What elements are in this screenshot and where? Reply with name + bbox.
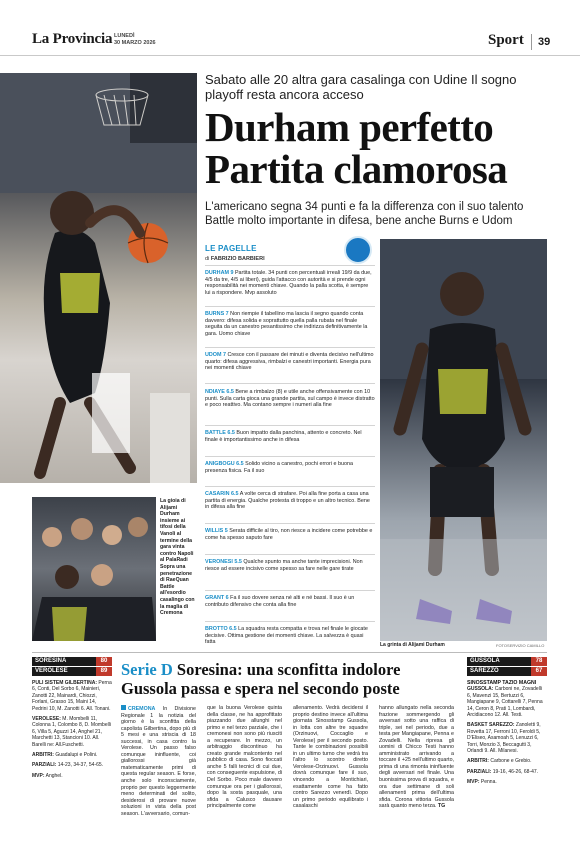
pagella-entry	[205, 626, 375, 646]
referees	[32, 752, 112, 758]
partials-text: 14-23, 34-37, 54-65.	[57, 762, 104, 769]
player-name: CASARIN 6.5	[205, 491, 239, 497]
serie-d-title: Soresina: una sconfitta indolore Gussola passa e spera nel secondo poste	[121, 660, 401, 698]
pagella-entry	[205, 352, 375, 372]
dateline-city: CREMONA	[128, 706, 156, 712]
player-name: BATTLE 6.5	[205, 430, 235, 436]
team-badge-icon	[344, 236, 372, 264]
main-action-photo	[0, 73, 197, 483]
team-name: SORESINA	[35, 658, 67, 664]
divider	[205, 456, 375, 457]
player-name: BURNS 7	[205, 311, 229, 317]
score-row	[467, 657, 547, 666]
lineup-label: BASKET SAREZZO:	[467, 722, 515, 729]
divider	[205, 347, 375, 348]
partials-label: PARZIALI:	[467, 768, 492, 775]
player-comment: Non riempie il tabellino ma lascia il segno quando conta davvero: difesa solida e soprattutto quella palla rubata nel finale seguita da un canestro pesantissimo che indirizza definitivamente la gara. Uomo chiave	[205, 311, 368, 337]
player-comment: Serata difficile al tiro, non riesce a incidere come potrebbe e come ha spesso saputo fare	[205, 528, 373, 541]
lineup-label: VEROLESE:	[32, 716, 61, 723]
player-name: BROTTO 6.5	[205, 626, 237, 632]
pagella-entry	[205, 311, 375, 337]
column-text: In Divisione Regionale 1 la notizia del giorno è la sconfitta della capolista Gilbertina, dopo più di 5 mesi e una striscia di 18 successi, in casa contro la Verolese. Un passo falso comunque ininfluente, coi giallorossi già matematicamente primi di questa regular season. E forse, anche solo inconsciamente, proprio per questo leggermente meno determinati del solito, desiderosi di provare nuove soluzioni in vista della post season. L'avversario, comun-	[121, 706, 196, 817]
pagella-entry	[205, 430, 375, 443]
player-comment: Qualche spunto ma anche tante imprecisioni. Non riesce ad essere incisivo come spesso sa fare nelle gare tirate	[205, 559, 363, 572]
player-name: VERONESI 5.5	[205, 559, 242, 565]
player-comment: Buon impatto dalla panchina, attento e concreto. Nel finale è importantissimo anche in difesa	[205, 430, 362, 443]
lineup-away	[32, 716, 112, 748]
lineup-away	[467, 722, 547, 754]
article-subhead: L'americano segna 34 punti e fa la differenza con il suo talento Battle molto importante in difesa, bene anche Burns e Udom	[205, 201, 524, 227]
pagella-entry	[205, 491, 375, 511]
partials-label: PARZIALI:	[32, 762, 57, 769]
article-column-3: allenamento. Vedrà decidersi il proprio destino invece all'ultima giornata Sinosstamp Gussola, in lotta con altre tre squadre (Orzinuovi, Coccaglio e Verolese) per il secondo posto. Tante le combinazioni possibili in un ultimo turno che vedrà tra l'altro lo scontro diretto Verolese-Orzinuovi. Gussola dovrà comunque fare il suo, vincendo a Montichiari, esattamente come ha fatto contro Sarezzo venerdì. Dopo un primo periodo equilibrato i casalaschi	[293, 705, 368, 810]
lineup-text: Carboni ne, Zovadelli 6, Mavenzi 15, Bertuzzi 6, Mangiapane 9, Cottarelli 7, Penna 14, Ceron 8, Prati 1, Lombardi, Arcidiacono 12. All. Testi.	[467, 686, 543, 719]
team-name: SAREZZO	[470, 668, 499, 674]
mvp	[467, 779, 547, 785]
section-title: Sport	[488, 32, 524, 48]
referees-text: Carbone e Grebio.	[490, 758, 532, 765]
partials	[32, 762, 112, 768]
author-prefix: di	[205, 256, 210, 262]
divider	[205, 486, 375, 487]
team-score: 80	[96, 657, 112, 666]
lineup-text: Perna 6, Conti, Del Sorbo 6, Mainieri, Zanotti 22, Mainardi, Chiozzi, Forlani, Grasso 15, Maini 14, Pedrini 10, M. Zanotti 6. All. Tonani.	[32, 680, 112, 712]
divider	[205, 306, 375, 307]
boxscore-header: SINOSSTAMP TAZIO MAGNI	[467, 680, 537, 686]
serie-d-tag: Serie D	[121, 660, 173, 679]
player-name: GRANT 6	[205, 595, 229, 601]
divider	[205, 265, 375, 266]
divider	[205, 621, 375, 622]
pagella-entry	[205, 389, 375, 409]
headline-line-2: Partita clamorosa	[205, 146, 508, 192]
pagelle-title: LE PAGELLE	[205, 244, 257, 253]
divider	[205, 523, 375, 524]
lineup-text: M. Mombelli 11, Colonna 1, Colombo 8, D. Mombelli 6, Villa 5, Aguzzi 14, Anghel 21, Marchetti 13, Stancioni 10. All. Barelli ne: All.Fuschetti.	[32, 716, 111, 748]
basketball-action-illustration	[0, 73, 197, 483]
mvp-text: Anghel.	[45, 772, 63, 779]
mvp-label: MVP:	[467, 779, 480, 786]
lineup-label: PULI SISTEM GILBERTINA:	[32, 680, 97, 686]
lineup-home	[32, 680, 112, 712]
headline-line-1: Durham perfetto	[205, 104, 494, 150]
fans-illustration	[32, 497, 156, 641]
divider	[205, 383, 375, 384]
newspaper-logo[interactable]: La Provincia	[32, 31, 113, 47]
photo-caption-right: La grinta di Alijami Durham	[380, 642, 445, 648]
serie-d-headline	[121, 660, 451, 698]
fans-celebration-photo	[32, 497, 156, 641]
issue-date-full: 30 MARZO 2026	[114, 39, 156, 46]
article-kicker: Sabato alle 20 altra gara casalinga con Udine Il sogno playoff resta ancora acceso	[205, 72, 517, 102]
photo-credit: FOTOSERVIZIO CAMILLO	[496, 643, 545, 648]
player-comment: La squadra resta compatta e trova nel finale le giocate decisive. Ottima gestione dei momenti chiave. La salvezza è quasi fatta	[205, 626, 368, 646]
player-celebration-photo	[380, 239, 547, 641]
photo-caption-left: La gioia di Alijami Durham insieme ai tifosi della Vanoli al termine della gara vinta contro Napoli al PalaRadi Sopra una penetrazione di RaeQuan Battle all'esordio casalingo con la maglia di Cremona	[160, 498, 195, 617]
lineup-home	[467, 686, 547, 718]
team-score: 89	[96, 667, 112, 676]
player-comment: Bene a rimbalzo (8) e utile anche offensivamente con 10 punti. Sulla carta gioca una grande partita, sul campo è invece distratto e poco reattivo. Ma contano sempre i numeri alla fine	[205, 389, 375, 409]
article-column-1	[121, 705, 196, 817]
partials-text: 19-16, 46-26, 68-47.	[492, 768, 539, 775]
player-comment: Cresce con il passare dei minuti e diventa decisivo nell'ultimo quarto: difesa aggressiva, rimbalzi e canestri importanti. Energia pura nei momenti chiave	[205, 352, 374, 372]
partials	[467, 769, 547, 775]
player-comment: Solido vicino a canestro, pochi errori e buona presenza fisica. Fa il suo	[205, 461, 354, 474]
player-name: DURHAM 9	[205, 270, 234, 276]
referees-label: ARBITRI:	[467, 758, 489, 765]
pagella-entry	[205, 595, 375, 608]
player-comment: A volte cerca di strafare. Poi alla fine porta a casa una partita di energia. Qualche protesta di troppo e un altro tecnico. Bene in difesa alla fine	[205, 491, 370, 511]
author-signature: TG	[437, 803, 446, 810]
author-name: FABRIZIO BARBIERI	[210, 256, 265, 262]
player-name: WILLIS 5	[205, 528, 228, 534]
issue-date-day: LUNEDÌ	[114, 33, 135, 39]
boxscore-right	[467, 680, 547, 786]
article-headline	[205, 106, 555, 190]
mvp	[32, 773, 112, 779]
section-divider	[32, 652, 547, 653]
player-name: UDOM 7	[205, 352, 226, 358]
pagella-entry	[205, 528, 375, 541]
referees-label: ARBITRI:	[32, 752, 54, 759]
page-number: 39	[531, 34, 550, 50]
player-illustration	[380, 239, 547, 641]
pagella-entry	[205, 559, 375, 572]
player-name: NDIAYE 6.5	[205, 389, 234, 395]
referees	[467, 758, 547, 764]
mvp-text: Penna.	[480, 779, 497, 786]
divider	[205, 554, 375, 555]
player-comment: Fa il suo dovere senza né alti e né bassi. Il suo è un contributo difensivo che conta alla fine	[205, 595, 355, 608]
player-comment: Partita totale. 34 punti con percentuali irreali 19/9 da due, 4/5 da tre, 4/5 ai liberi), guida l'attacco con autorità e si prende ogni responsabilità nei momenti chiave. Quando la palla scotta, è sempre lui a rispondere. Mvp assoluto	[205, 270, 372, 296]
score-row	[32, 667, 112, 676]
article-column-2: que la buona Verolese quinta della classe, ne ha approfittato piazzando due allunghi nel primo e nel terzo parziale, che i cremonesi non sono più riusciti a recuperare. In mezzo, un arbitraggio discontinuo ha creato grande malcontento nel pubblico di casa. Sono fioccati anche 5 falli tecnici di cui due, con conseguente espulsione, di Del Sorbo. Poco male davvero comunque ora per i giallorossi, dopo la sosta pasquale, una sfida a Calusco dausare principalmente come	[207, 705, 282, 810]
score-row	[467, 667, 547, 676]
boxscore-left	[32, 680, 112, 779]
team-score: 67	[531, 667, 547, 676]
pagelle-author	[205, 256, 265, 262]
divider	[205, 590, 375, 591]
team-name: VEROLESE	[35, 668, 68, 674]
pagella-entry	[205, 270, 375, 296]
divider	[205, 425, 375, 426]
article-column-4	[379, 705, 454, 810]
bullet-square-icon	[121, 705, 126, 710]
lineup-label: GUSSOLA:	[467, 686, 494, 693]
column-text: hanno allungato nella seconda frazione sommergendo gli avversari sotto una raffica di triple, sei nel periodo, due a testa per Mangiapane, Penna e Zovadelli. Nella ripresa gli uomini di Chicco Testi hanno amministrato arrivando a toccare il +25 nell'ultimo quarto, prima di una rimonta ininfluente degli avversari nel finale. Una buonissima prova di squadra, e ora due settimane di soli allenamenti prima dell'ultima sfida. Corona vittoria Gussola sarà quanto meno terza.	[379, 705, 454, 810]
referees-text: Guadalupi e Polini.	[55, 752, 98, 759]
team-score: 78	[531, 657, 547, 666]
pagella-entry	[205, 461, 375, 474]
team-name: GUSSOLA	[470, 658, 500, 664]
lineup-text: Zanoletti 9, Rovetta 17, Ferroni 10, Feroldi 5, D'Eliseo, Asamoah 5, Lenuzzi 6, Torri, Monzio 3, Beccagutti 3, Orlandi 9. All. Milanesi.	[467, 722, 541, 755]
issue-date	[114, 33, 156, 46]
player-name: ANIGBOGU 6.5	[205, 461, 244, 467]
score-row	[32, 657, 112, 666]
mvp-label: MVP:	[32, 772, 45, 779]
